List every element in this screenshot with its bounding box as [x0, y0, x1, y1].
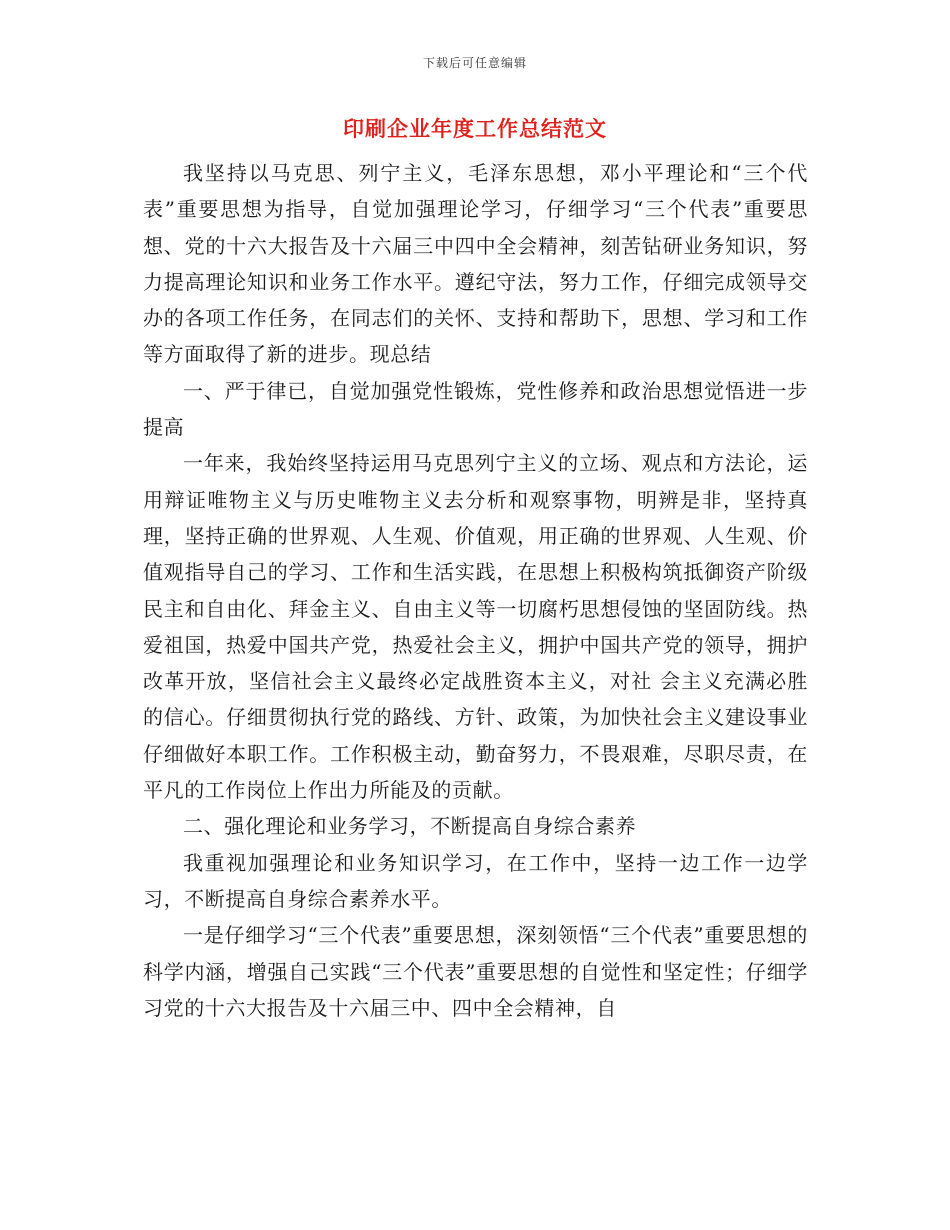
paragraph: 一是仔细学习“三个代表”重要思想，深刻领悟“三个代表”重要思想的科学内涵，增强自己实践“三个代表”重要思想的自觉性和坚定性；仔细学习党的十六大报告及十六届三中、四中全会精神，自	[143, 923, 808, 1020]
document-title: 印刷企业年度工作总结范文	[343, 117, 607, 141]
section-heading: 一、严于律已，自觉加强党性锻炼，党性修养和政治思想觉悟进一步提高	[143, 378, 808, 440]
page-header-note: 下载后可任意编辑	[422, 56, 527, 70]
paragraph: 一年来，我始终坚持运用马克思列宁主义的立场、观点和方法论，运用辩证唯物主义与历史唯物主义去分析和观察事物，明辨是非，坚持真理，坚持正确的世界观、人生观、价值观，用正确的世界观、人生观、价值观指导自己的学习、工作和生活实践，在思想上积极构筑抵御资产阶级民主和自由化、拜金主义、自由主义等一切腐朽思想侵蚀的坚固防线。热爱祖国，热爱中国共产党，热爱社会主义，拥护中国共产党的领导，拥护改革开放，坚信社会主义最终必定战胜资本主义，对社 会主义充满必胜的信心。仔细贯彻执行党的路线、方针、政策，为加快社会主义建设事业仔细做好本职工作。工作积极主动，勤奋努力，不畏艰难，尽职尽责，在平凡的工作岗位上作出力所能及的贡献。	[143, 451, 808, 803]
section-heading: 二、强化理论和业务学习，不断提高自身综合素养	[183, 814, 637, 839]
document-body	[143, 155, 808, 1026]
paragraph: 我重视加强理论和业务知识学习，在工作中，坚持一边工作一边学习，不断提高自身综合素养水平。	[143, 850, 808, 911]
paragraph: 我坚持以马克思、列宁主义，毛泽东思想，邓小平理论和“三个代表”重要思想为指导，自觉加强理论学习，仔细学习“三个代表”重要思想、党的十六大报告及十六届三中四中全会精神，刻苦钻研业务知识，努力提高理论知识和业务工作水平。遵纪守法，努力工作，仔细完成领导交办的各项工作任务，在同志们的关怀、支持和帮助下，思想、学习和工作等方面取得了新的进步。现总结	[143, 161, 808, 367]
